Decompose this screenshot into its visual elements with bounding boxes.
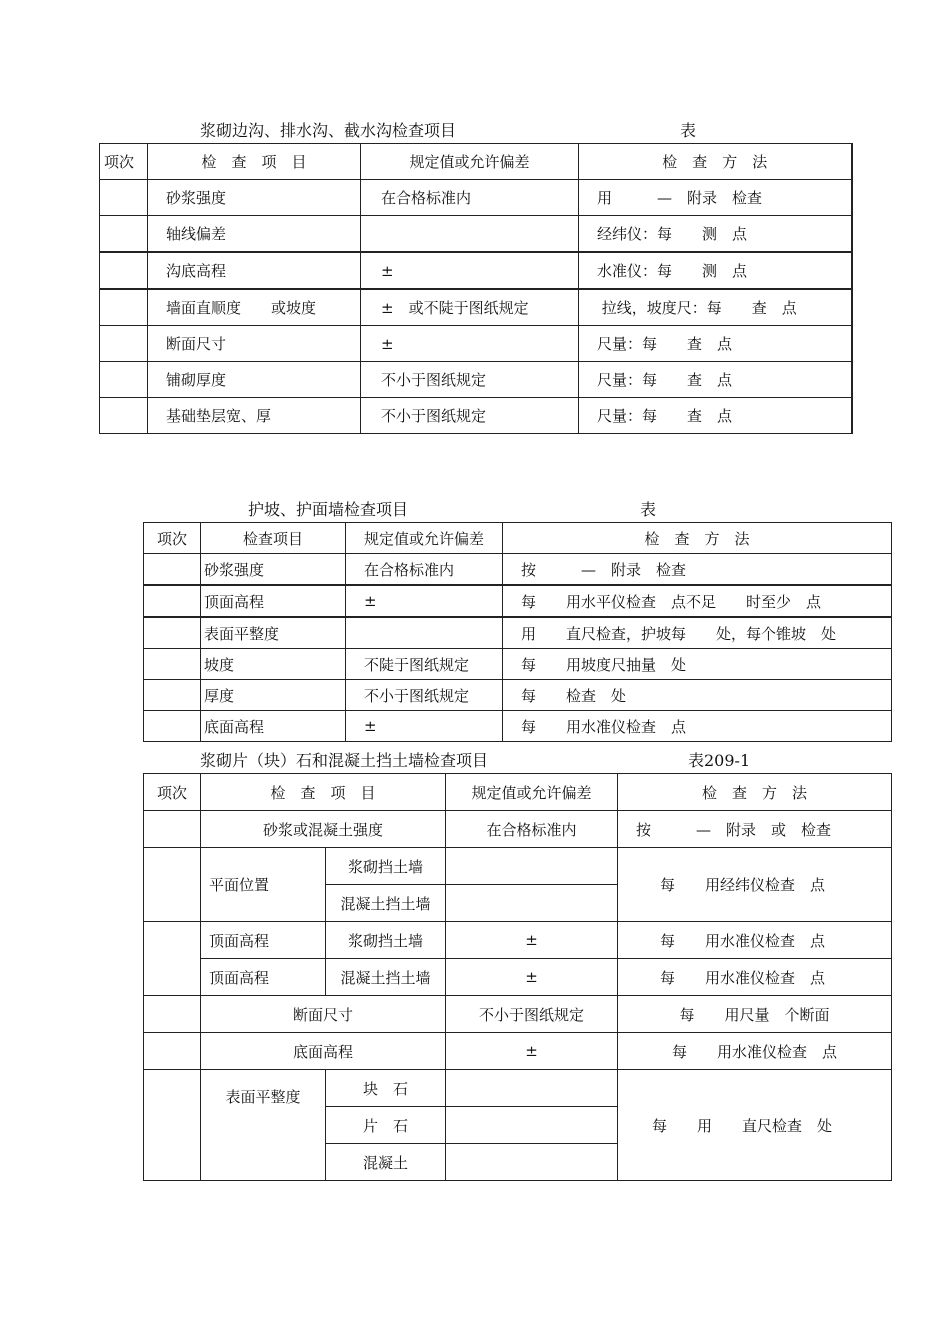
item-cell: 砂浆强度 — [148, 180, 361, 216]
value-cell — [446, 885, 618, 922]
method-cell: 尺量：每 查 点 — [579, 326, 852, 362]
header-cell: 检查项目 — [201, 523, 346, 554]
method-cell: 每 用水准仪检查 点 — [618, 959, 892, 996]
value-cell: 不陡于图纸规定 — [346, 649, 503, 680]
table3 — [143, 773, 892, 1181]
item-cell: 基础垫层宽、厚 — [148, 398, 361, 434]
method-cell: 每 用水平仪检查 点不足 时至少 点 — [503, 585, 892, 617]
method-cell: 按 — 附录 检查 — [503, 554, 892, 586]
item-cell: 底面高程 — [201, 1033, 446, 1070]
method-cell: 每 用水准仪检查 点 — [618, 1033, 892, 1070]
table-row — [144, 959, 892, 996]
index-cell — [100, 180, 148, 216]
index-cell — [144, 711, 201, 742]
item-cell: 砂浆或混凝土强度 — [201, 811, 446, 848]
table-row — [144, 1070, 892, 1107]
value-cell: ± — [361, 252, 579, 289]
table2 — [143, 522, 892, 742]
index-cell — [100, 326, 148, 362]
value-cell: ± — [446, 1033, 618, 1070]
method-cell: 用 — 附录 检查 — [579, 180, 852, 216]
table2-tag: 表 — [640, 500, 657, 519]
table-row — [144, 848, 892, 885]
table-row — [100, 252, 852, 289]
method-cell: 用 直尺检查，护坡每 处，每个锥坡 处 — [503, 617, 892, 649]
method-cell: 尺量：每 查 点 — [579, 398, 852, 434]
value-cell: 不小于图纸规定 — [361, 362, 579, 398]
method-cell: 经纬仪：每 测 点 — [579, 216, 852, 253]
item-cell: 断面尺寸 — [201, 996, 446, 1033]
sub-item-cell: 混凝土 — [326, 1144, 446, 1181]
table-header-row — [144, 774, 892, 811]
header-cell: 检 查 方 法 — [618, 774, 892, 811]
sub-item-cell: 片 石 — [326, 1107, 446, 1144]
item-cell: 表面平整度 — [201, 617, 346, 649]
method-cell: 拉线，坡度尺：每 查 点 — [579, 289, 852, 326]
value-cell — [361, 216, 579, 253]
header-cell: 规定值或允许偏差 — [361, 144, 579, 180]
table-row — [100, 326, 852, 362]
index-cell — [100, 362, 148, 398]
table2-title: 护坡、护面墙检查项目 — [248, 500, 409, 519]
index-cell — [144, 922, 201, 996]
method-cell: 按 — 附录 或 检查 — [618, 811, 892, 848]
index-cell — [144, 1033, 201, 1070]
method-cell: 每 用水准仪检查 点 — [618, 922, 892, 959]
item-cell: 平面位置 — [201, 848, 326, 922]
table-row — [144, 922, 892, 959]
value-cell: ± 或不陡于图纸规定 — [361, 289, 579, 326]
table-row — [100, 398, 852, 434]
value-cell — [346, 617, 503, 649]
value-cell: 在合格标准内 — [361, 180, 579, 216]
header-cell: 规定值或允许偏差 — [446, 774, 618, 811]
value-cell: ± — [361, 326, 579, 362]
value-cell: ± — [346, 711, 503, 742]
index-cell — [100, 398, 148, 434]
table1 — [99, 143, 853, 434]
table-row — [100, 362, 852, 398]
table-row — [100, 180, 852, 216]
item-cell: 断面尺寸 — [148, 326, 361, 362]
table1-tag: 表 — [680, 121, 697, 140]
item-cell: 坡度 — [201, 649, 346, 680]
header-cell: 检 查 方 法 — [503, 523, 892, 554]
index-cell — [100, 216, 148, 253]
index-cell — [144, 996, 201, 1033]
index-cell — [144, 1070, 201, 1181]
sub-item-cell: 块 石 — [326, 1070, 446, 1107]
header-cell: 检 查 方 法 — [579, 144, 852, 180]
header-cell: 检 查 项 目 — [201, 774, 446, 811]
header-cell: 项次 — [144, 774, 201, 811]
value-cell — [446, 848, 618, 885]
value-cell — [446, 1107, 618, 1144]
item-cell: 厚度 — [201, 680, 346, 711]
value-cell — [446, 1144, 618, 1181]
index-cell — [144, 617, 201, 649]
table-header-row — [100, 144, 852, 180]
table1-title: 浆砌边沟、排水沟、截水沟检查项目 — [200, 121, 457, 140]
value-cell: ± — [446, 959, 618, 996]
item-cell: 轴线偏差 — [148, 216, 361, 253]
header-cell: 检 查 项 目 — [148, 144, 361, 180]
item-cell: 顶面高程 — [201, 585, 346, 617]
value-cell: 在合格标准内 — [346, 554, 503, 586]
table-row — [144, 680, 892, 711]
value-cell: 不小于图纸规定 — [346, 680, 503, 711]
index-cell — [144, 585, 201, 617]
value-cell — [446, 1070, 618, 1107]
table-row — [100, 216, 852, 253]
sub-item-cell: 混凝土挡土墙 — [326, 885, 446, 922]
index-cell — [144, 649, 201, 680]
item-cell: 沟底高程 — [148, 252, 361, 289]
table-row — [144, 996, 892, 1033]
table-row — [144, 649, 892, 680]
method-cell: 尺量：每 查 点 — [579, 362, 852, 398]
item-cell: 顶面高程 — [201, 922, 326, 959]
value-cell: 不小于图纸规定 — [446, 996, 618, 1033]
value-cell: 不小于图纸规定 — [361, 398, 579, 434]
method-cell: 水准仪：每 测 点 — [579, 252, 852, 289]
method-cell: 每 用 直尺检查 处 — [618, 1070, 892, 1181]
method-cell: 每 用水准仪检查 点 — [503, 711, 892, 742]
method-cell: 每 用尺量 个断面 — [618, 996, 892, 1033]
table3-tag: 表209-1 — [688, 751, 751, 770]
method-cell: 每 检查 处 — [503, 680, 892, 711]
item-cell: 表面平整度 — [201, 1070, 326, 1181]
table-header-row — [144, 523, 892, 554]
method-cell: 每 用坡度尺抽量 处 — [503, 649, 892, 680]
value-cell: ± — [446, 922, 618, 959]
value-cell: 在合格标准内 — [446, 811, 618, 848]
value-cell: ± — [346, 585, 503, 617]
table-row — [144, 617, 892, 649]
table-row — [144, 811, 892, 848]
header-cell: 项次 — [100, 144, 148, 180]
table-row — [100, 289, 852, 326]
index-cell — [144, 554, 201, 586]
table-row — [144, 554, 892, 586]
item-cell: 墙面直顺度 或坡度 — [148, 289, 361, 326]
index-cell — [100, 252, 148, 289]
header-cell: 项次 — [144, 523, 201, 554]
table-row — [144, 1033, 892, 1070]
item-cell: 砂浆强度 — [201, 554, 346, 586]
index-cell — [144, 811, 201, 848]
sub-item-cell: 浆砌挡土墙 — [326, 848, 446, 885]
table-row — [144, 585, 892, 617]
method-cell: 每 用经纬仪检查 点 — [618, 848, 892, 922]
index-cell — [100, 289, 148, 326]
sub-item-cell: 混凝土挡土墙 — [326, 959, 446, 996]
table3-title: 浆砌片（块）石和混凝土挡土墙检查项目 — [200, 751, 489, 770]
header-cell: 规定值或允许偏差 — [346, 523, 503, 554]
item-cell: 铺砌厚度 — [148, 362, 361, 398]
table-row — [144, 711, 892, 742]
item-cell: 顶面高程 — [201, 959, 326, 996]
index-cell — [144, 848, 201, 922]
index-cell — [144, 680, 201, 711]
item-cell: 底面高程 — [201, 711, 346, 742]
sub-item-cell: 浆砌挡土墙 — [326, 922, 446, 959]
